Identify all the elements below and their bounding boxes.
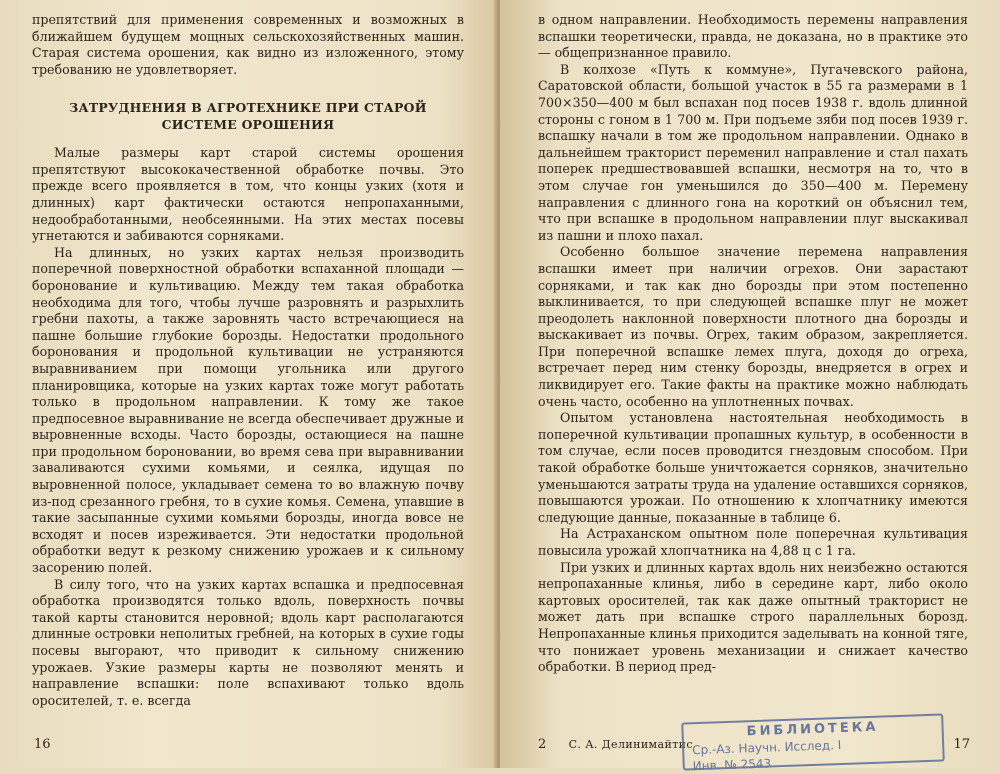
- right-page: [500, 0, 1000, 774]
- right-paragraph-5: При узких и длинных картах вдоль них неизбежно остаются непропаханные клинья, либо в середине карт, либо около картовых оросителей, так как даже опытный тракторист не может дать при вспашке строго параллельных борозд. Непропаханные клинья приходится заделывать на конной тяге, что понижает уровень механизации и снижает качество обработки. В период пред-: [538, 559, 968, 675]
- stamp-line-1: Ср.-Аз. Научн. Исслед. I: [691, 738, 842, 758]
- right-paragraph-3: Опытом установлена настоятельная необходимость в поперечной культивации пропашных культур, в особенности в том случае, если посев проводится гнездовым способом. При такой обработке больше уничтожается сорняков, значительно уменьшаются затраты труда на удаление оставшихся сорняков, повышаются урожаи. По отношению к хлопчатнику имеются следующие данные, показанные в таблице 6.: [538, 410, 968, 525]
- library-stamp: [681, 713, 945, 774]
- page-number-right: 17: [953, 737, 970, 752]
- right-paragraph-2: Особенно большое значение перемена направления вспашки имеет при наличии огрехов. Они зарастают сорняками, и так как дно борозды при этом постепенно выклинивается, то при следующей вспашке плуг не может преодолеть наклонной поверхности плотного дна борозды и выскакивает из почвы. Огрех, таким образом, закрепляется. При поперечной вспашке лемех плуга, доходя до огреха, встречает перед ним стенку борозды, внедряется в огрех и ликвидирует его. Такие факты на практике можно наблюдать очень часто, особенно на уплотненных почвах.: [538, 244, 968, 409]
- signature-number: 2: [538, 737, 547, 752]
- signature-line: [538, 737, 693, 752]
- left-paragraph-0: препятствий для применения современных и возможных в ближайшем будущем мощных сельскохозяйственных машин. Старая система орошения, как видно из изложенного, этому требованию не удовлетворяет.: [32, 12, 464, 77]
- signature-author: С. А. Делинимайтис: [568, 738, 693, 751]
- stamp-title: БИБЛИОТЕКА: [746, 719, 879, 740]
- left-paragraph-1: Малые размеры карт старой системы орошения препятствуют высококачественной обработке почвы. Это прежде всего проявляется в том, что концы узких (хотя и длинных) карт фактически остаются непропаханными, недообработанными, необсеянными. На этих местах посевы угнетаются и забиваются сорняками.: [32, 145, 464, 244]
- left-paragraph-2: На длинных, но узких картах нельзя производить поперечной поверхностной обработки вспаханной площади — боронование и культивацию. Между тем такая обработка необходима для того, чтобы лучше разровнять и разрыхлить гребни пахоты, а также заровнять часто встречающиеся на пашне большие глубокие борозды. Недостатки продольного боронования и продольной культивации не устраняются выравниванием при помощи угольника или другого планировщика, которые на узких картах тоже могут работать только в продольном направлении. К тому же такое предпосевное выравнивание не всегда обеспечивает дружные и выровненные всходы. Часто борозды, остающиеся на пашне при продольном бороновании, во время сева при выравнивании заваливаются сухими комьями, и сеялка, идущая по выровненной полосе, укладывает семена то во влажную почву из-под срезанного гребня, то в сухие комья. Семена, упавшие в такие засыпанные сухими комьями борозды, иногда вовсе не всходят и посев изреживается. Эти недостатки продольной обработки ведут к резкому снижению урожаев и к сильному засорению полей.: [32, 244, 464, 576]
- section-heading: ЗАТРУДНЕНИЯ В АГРОТЕХНИКЕ ПРИ СТАРОЙ СИСТЕМЕ ОРОШЕНИЯ: [69, 100, 427, 132]
- right-paragraph-0: в одном направлении. Необходимость перемены направления вспашки теоретически, правда, не доказана, но в практике это — общепризнанное правило.: [538, 12, 968, 61]
- right-paragraph-4: На Астраханском опытном поле поперечная культивация повысила урожай хлопчатника на 4,88 ц с 1 га.: [538, 526, 968, 558]
- page-number-left: 16: [34, 737, 51, 752]
- left-page: [0, 0, 498, 768]
- left-paragraph-3: В силу того, что на узких картах вспашка и предпосевная обработка производятся только вдоль, поверхность почвы такой карты становится неровной; вдоль карт располагаются длинные островки неполитых гребней, на которых в сухие годы посевы выгорают, что приводит к сильному снижению урожаев. Узкие размеры карты не позволяют менять и направление вспашки: поле вспахивают только вдоль оросителей, т. е. всегда: [32, 576, 464, 708]
- right-paragraph-1: В колхозе «Путь к коммуне», Пугачевского района, Саратовской области, большой участок в 55 га размерами в 1 700×350—400 м был вспахан под посев 1938 г. вдоль длинной стороны с гоном в 1 700 м. При подъеме зяби под посев 1939 г. вспашку начали в том же продольном направлении. Однако в дальнейшем тракторист переменил направление и стал пахать поперек предшествовавшей вспашки, несмотря на то, что в этом случае гон уменьшился до 350—400 м. Перемену направления с длинного гона на короткий он объяснил тем, что при вспашке в продольном направлении плуг выскакивал из пашни и плохо пахал.: [538, 61, 968, 243]
- stamp-line-2: Инв. № 2543: [692, 756, 772, 774]
